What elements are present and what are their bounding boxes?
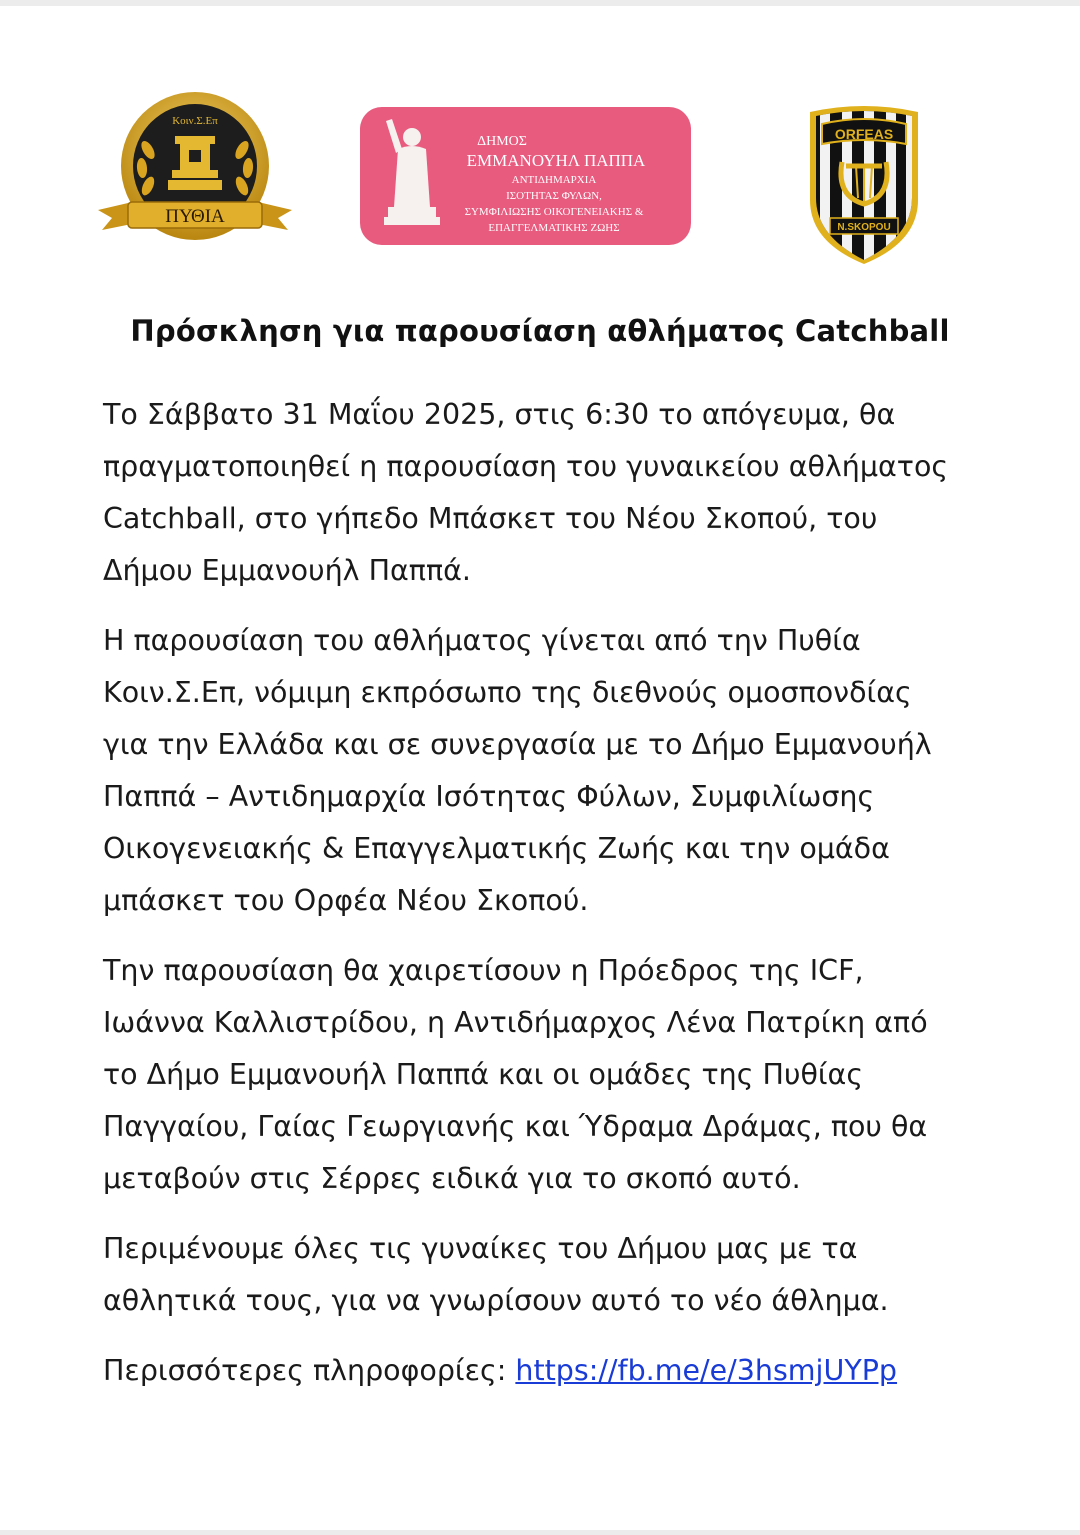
- more-info-line: [103, 1345, 963, 1397]
- pythia-logo-label: Κοιν.Σ.Επ: [172, 115, 218, 127]
- paragraph-greetings: Την παρουσίαση θα χαιρετίσουν η Πρόεδρος της ICF, Ιωάννα Καλλιστρίδου, η Αντιδήμαρχος Λένα Πατρίκη από το Δήμο Εμμανουήλ Παππά και οι ομάδες της Πυθίας Παγγαίου, Γαίας Γεωργιανής και Ύδραμα Δράμας, που θα μεταβούν στις Σέρρες ειδικά για το σκοπό αυτό.: [103, 954, 928, 1195]
- dimos-logo-line4: ΙΣΟΤΗΤΑΣ ΦΥΛΩΝ,: [506, 190, 602, 202]
- paragraph-event-details: Το Σάββατο 31 Μαΐου 2025, στις 6:30 το απόγευμα, θα πραγματοποιηθεί η παρουσίαση του γυναικείου αθλήματος Catchball, στο γήπεδο Μπάσκετ του Νέου Σκοπού, του Δήμου Εμμανουήλ Παππά.: [103, 398, 949, 587]
- dimos-logo-line2: ΕΜΜΑΝΟΥΗΛ ΠΑΠΠΑ: [466, 151, 646, 170]
- paragraph-call-to-action: Περιμένουμε όλες τις γυναίκες του Δήμου μας με τα αθλητικά τους, για να γνωρίσουν αυτό το νέο άθλημα.: [103, 1232, 889, 1317]
- logo-row: [0, 6, 1080, 306]
- invitation-title: Πρόσκληση για παρουσίαση αθλήματος Catchball: [130, 314, 950, 348]
- dimos-logo-line3: ΑΝΤΙΔΗΜΑΡΧΙΑ: [511, 174, 597, 186]
- more-info-link[interactable]: https://fb.me/e/3hsmjUYPp: [515, 1354, 898, 1387]
- dimos-emmanouil-pappa-logo: [360, 107, 691, 245]
- flyer-page: [0, 6, 1080, 1530]
- paragraph-organizers: Η παρουσίαση του αθλήματος γίνεται από την Πυθία Κοιν.Σ.Επ, νόμιμη εκπρόσωπο της διεθνούς ομοσπονδίας για την Ελλάδα και σε συνεργασία με το Δήμο Εμμανουήλ Παππά – Αντιδημαρχία Ισότητας Φύλων, Συμφιλίωσης Οικογενειακής & Επαγγελματικής Ζωής και την ομάδα μπάσκετ του Ορφέα Νέου Σκοπού.: [103, 624, 932, 917]
- dimos-logo-line6: ΕΠΑΓΓΕΛΜΑΤΙΚΗΣ ΖΩΗΣ: [488, 222, 620, 234]
- orfeas-logo-bottom: N.SKOPOU: [837, 222, 891, 233]
- pythia-logo-banner: ΠΥΘΙΑ: [165, 206, 225, 227]
- more-info-label: Περισσότερες πληροφορίες:: [103, 1354, 507, 1387]
- dimos-logo-line5: ΣΥΜΦΙΛΙΩΣΗΣ ΟΙΚΟΓΕΝΕΙΑΚΗΣ &: [464, 206, 644, 218]
- dimos-logo-line1: ΔΗΜΟΣ: [477, 134, 527, 149]
- orfeas-logo-top: ORFEAS: [834, 126, 894, 142]
- invitation-body: [103, 389, 963, 1415]
- pythia-logo: [92, 90, 298, 250]
- orfeas-neou-skopou-logo: [806, 106, 922, 264]
